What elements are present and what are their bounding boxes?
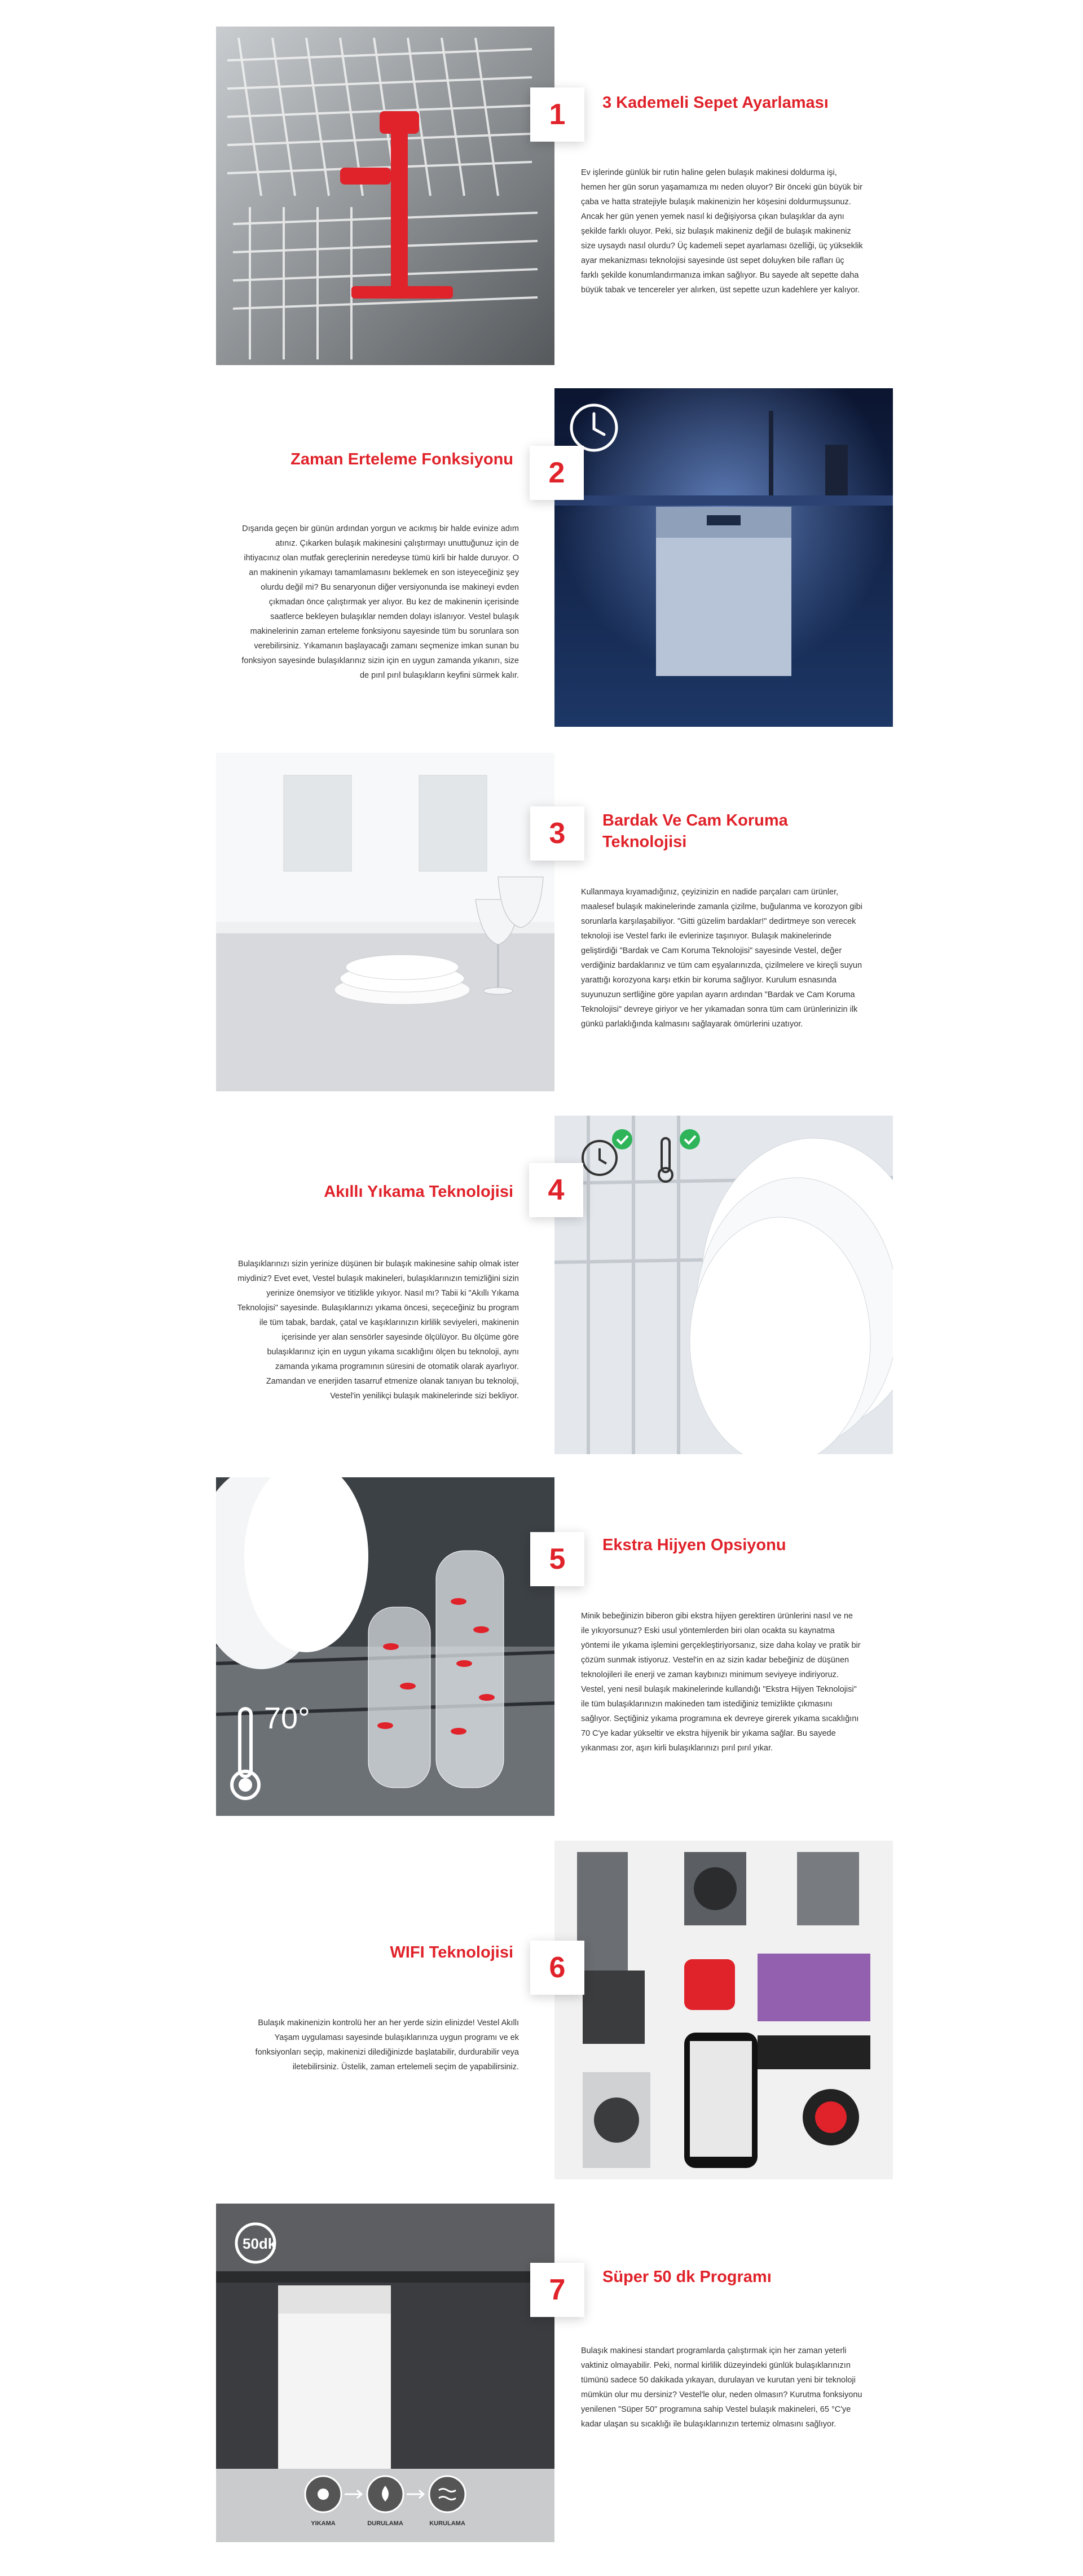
- feature-1-image: [216, 27, 554, 365]
- feature-5: [0, 1477, 1083, 1822]
- feature-1: [0, 27, 1083, 371]
- feature-7: [0, 2204, 1083, 2548]
- feature-title: 3 Kademeli Sepet Ayarlaması: [602, 94, 829, 112]
- feature-number-badge: 3: [530, 806, 584, 861]
- feature-description: Dışarıda geçen bir günün ardından yorgun ve acıkmış bir halde evinize adım atınız. Çıkarken bulaşık makinesini çalıştırmayı unuttuğunuz için de ihtiyacınız olan mutfak gereçlerinin neredeyse tümü kirli bir halde duruyor. O an makinenin yıkamayı tamamlamasını beklemek en son isteyeceğiniz şey olurdu değil mi? Bu senaryonun diğer versiyonunda ise makineyi evden çıkmadan önce çalıştırmak yer alıyor. Bu kez de makinenin içerisinde saatlerce bekleyen bulaşıklar nemden dolayı islanıyor. Vestel bulaşık makinelerinin zaman erteleme fonksiyonu sayesinde tüm bu sorunlara son verebilirsiniz. Yıkamanın başlayacağı zamanı seçmenize imkan sunan bu fonksiyon sayesinde bulaşıklarınız sizin için en uygun zamanda yıkanırı, size de pırıl pırıl bulaşıkların keyfini sürmek kalır.: [241, 524, 519, 680]
- feature-number-badge: 6: [530, 1941, 584, 1995]
- feature-number-badge: 7: [530, 2263, 584, 2317]
- 50dk-label: 50dk: [243, 2235, 276, 2252]
- feature-number-badge: 5: [530, 1532, 584, 1586]
- feature-3-image: [216, 753, 554, 1091]
- feature-title: Bardak Ve Cam Koruma Teknolojisi: [602, 811, 788, 851]
- feature-description: Ev işlerinde günlük bir rutin haline gelen bulaşık makinesi doldurma işi, hemen her gün sorun yaşamamıza mı neden oluyor? Bir önceki gün büyük bir çaba ve hatta stratejiyle bulaşık makinenizin her köşesini doldurmuşsunuz. Ancak her gün yenen yemek nasıl ki değişiyorsa çıkan bulaşıklar da aynı şekilde farklı oluyor. Peki, siz bulaşık makineniz değil de bulaşık makineniz size uysaydı nasıl olurdu? Üç kademeli sepet ayarlaması özelliği, üç yükseklik ayar mekanizması teknolojisi sayesinde üst sepet doluyken bile rafları üç farklı şekilde konumlandırmanıza imkan sağlıyor. Bu sayede alt sepette daha büyük tabak ve tencereler yer alırken, üst sepette uzun kadehlere yer kalıyor.: [581, 168, 863, 295]
- adjustable-rack-photo: [216, 27, 554, 365]
- feature-number-badge: 4: [529, 1163, 583, 1217]
- feature-2-image: [554, 388, 893, 727]
- feature-5-image: [216, 1477, 554, 1816]
- feature-title: Akıllı Yıkama Teknolojisi: [324, 1183, 513, 1201]
- feature-7-image: [216, 2204, 554, 2542]
- feature-6: [0, 1841, 1083, 2185]
- feature-number-badge: 2: [530, 446, 584, 500]
- feature-3: [0, 753, 1083, 1097]
- feature-title: Zaman Erteleme Fonksiyonu: [290, 450, 513, 468]
- hygiene-photo: [216, 1477, 554, 1816]
- wash-step-label: YIKAMA: [311, 2520, 336, 2527]
- feature-description: Bulaşıklarınızı sizin yerinize düşünen bir bulaşık makinesine sahip olmak ister miydiniz? Evet evet, Vestel bulaşık makineleri, bulaşıklarınızın temizliğini sizin yerinize önemsiyor ve titizlikle yıkıyor. Nasıl mı? Tabii ki "Akıllı Yıkama Teknolojisi" sayesinde. Bulaşıklarınızı yıkama öncesi, seçeceğiniz bu program ile tüm tabak, bardak, çatal ve kaşıklarınızın kirlilik seviyeleri, makinenin içerisinde yer alan sensörler sayesinde ölçülüyor. Bu ölçüme göre bulaşıklarınız için en uygun yıkama sıcaklığını ölçen bu teknoloji, aynı zamanda yıkama programının süresini de otomatik olarak ayarlıyor. Zamandan ve enerjiden tasarruf etmenize olanak tanıyan bu teknoloji, Vestel'in yenilikçi bulaşık makinelerinde sizi bekliyor.: [237, 1260, 519, 1401]
- feature-title: Ekstra Hijyen Opsiyonu: [602, 1536, 786, 1554]
- feature-6-image: [554, 1841, 893, 2179]
- dishwasher-kitchen-photo: [554, 388, 893, 727]
- feature-title: Süper 50 dk Programı: [602, 2268, 772, 2286]
- feature-description: Bulaşık makinesi standart programlarda çalıştırmak için her zaman yeterli vaktiniz olmayabilir. Peki, normal kirlilik düzeyindeki günlük bulaşıklarınızın tümünü sadece 50 dakikada yıkayan, durulayan ve kurutan yeni bir teknoloji mümkün olur mu dersiniz? Vestel'le olur, neden olmasın? Kurutma fonksiyonu yenilenen "Süper 50" programına sahip Vestel bulaşık makineleri, 65 °C'ye kadar ulaşan su sıcaklığı ile bulaşıklarınızın tertemiz olmasını sağlıyor.: [581, 2346, 862, 2429]
- feature-4-image: [554, 1116, 893, 1454]
- temperature-label: 70°: [264, 1701, 310, 1735]
- feature-4: [0, 1116, 1083, 1460]
- smart-appliances-photo: [554, 1841, 893, 2179]
- glassware-photo: [216, 753, 554, 1091]
- super-50-photo: [216, 2204, 554, 2542]
- feature-description: Minik bebeğinizin biberon gibi ekstra hijyen gerektiren ürünlerini nasıl ve ne ile yıkıyorsunuz? Eski usul yöntemlerden biri olan ocakta su kaynatma yöntemi ile yıkama işlemini gerçekleştiriyorsanız, size daha kolay ve pratik bir çözüm sunmak istiyoruz. Vestel'in en az sizin kadar bebeğiniz de düşünen teknolojileri ile enerji ve zaman kaybınızı minimum seviyeye indiriyoruz. Vestel, yeni nesil bulaşık makinelerinde kullandığı "Ekstra Hijyen Teknolojisi" ile tüm bulaşıklarınızın makineden tam istediğiniz temizlikte çıkmasını sağlıyor. Seçtiğiniz yıkama programına ek devreye girerek yıkama sıcaklığını 70 C'ye kadar yükseltir ve ekstra hijyenik bir yıkama sağlar. Bu sayede yıkanması zor, aşırı kirli bulaşıklarınızı pırıl pırıl yıkar.: [581, 1612, 861, 1753]
- dry-step-label: KURULAMA: [429, 2520, 465, 2527]
- feature-description: Kullanmaya kıyamadığınız, çeyizinizin en nadide parçaları cam ürünler, maalesef bulaşık makinelerinde zamanla çizilme, buğulanma ve korozyon gibi sorunlarla karşılaşabiliyor. "Gitti güzelim bardaklar!" dedirtmeye son verecek teknoloji ise Vestel farkı ile evlerinize taşınıyor. Bulaşık makinelerinde geliştirdiği "Bardak ve Cam Koruma Teknolojisi" sayesinde Vestel, değer verdiğiniz bardaklarınız ve tüm cam eşyalarınızda, çizilmelere ve kireçli suyun yarattığı korozyona karşı etkin bir koruma sağlıyor. Kurulum esnasında suyunuzun sertliğine göre yapılan ayarın ardından "Bardak ve Cam Koruma Teknolojisi" devreye giriyor ve her yıkamadan sonra tüm cam ürünlerinizin ilk günkü parlaklığında kalmasını sağlayarak ömürlerini uzatıyor.: [581, 888, 862, 1029]
- feature-title: WIFI Teknolojisi: [390, 1943, 513, 1961]
- feature-description: Bulaşık makinenizin kontrolü her an her yerde sizin elinizde! Vestel Akıllı Yaşam uygulaması sayesinde bulaşıklarınıza uygun programı ve ek fonksiyonları seçip, makinenizi dilediğinizde başlatabilir, durdurabilir veya iletebilirsiniz. Üstelik, zaman ertelemeli seçim de yapabilirsiniz.: [255, 2018, 519, 2072]
- plates-photo: [554, 1116, 893, 1454]
- feature-2: [0, 388, 1083, 732]
- feature-number-badge: 1: [530, 87, 584, 142]
- rinse-step-label: DURULAMA: [367, 2520, 403, 2527]
